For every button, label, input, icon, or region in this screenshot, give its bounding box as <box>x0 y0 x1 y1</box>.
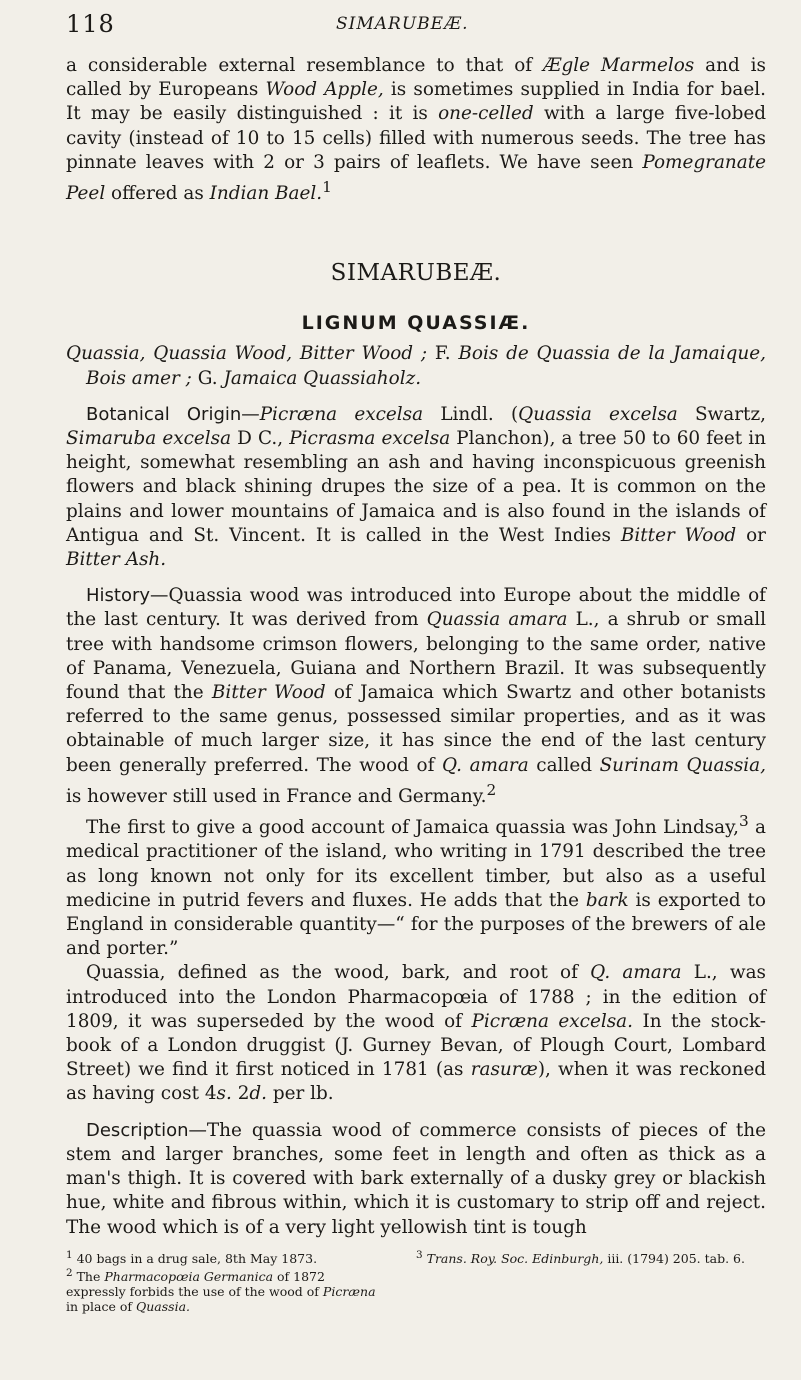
footnote-3 <box>416 1248 746 1266</box>
text: Planchon), a tree 50 to 60 feet in height, somewhat resembling an ash and having inconspicuous greenish flowers and black shining drupes the size of a pea. It is common on the plains and lower mountains of Jamaica and is also found in the islands of Antigua and St. Vincent. It is called in the West Indies <box>66 427 766 546</box>
paragraph-heading: Description <box>86 1119 189 1141</box>
footnote-2 <box>66 1266 386 1314</box>
paragraph-heading: History <box>86 585 151 607</box>
text: ), when it was reckoned as having cost 4 <box>66 1059 766 1105</box>
text: G. <box>197 367 218 389</box>
text: —The quassia wood of commerce consists of pieces of the stem and larger branches, some feet in length and often as thick as a man's thigh. It is covered with bark externally of a dusky grey or blackish hue, white and fibrous within, which it is customary to strip off and reject. The wood which is of a very light yellowish tint is tough <box>66 1119 766 1238</box>
italic-text: Indian Bael. <box>209 183 323 205</box>
text: L., a shrub or small tree with handsome crimson flowers, belonging to the same order, native of Panama, Venezuela, Guiana and Northern Brazil. It was subsequently found that the <box>66 609 766 703</box>
text: Lindl. ( <box>423 403 519 425</box>
running-head <box>66 6 766 54</box>
text: F. <box>434 343 451 365</box>
footnotes <box>66 1248 766 1314</box>
italic-text: Q. amara <box>441 754 529 776</box>
italic-text: Pomegranate Peel <box>66 151 766 205</box>
text: —Quassia wood was introduced into Europe about the middle of the last century. It was derived from <box>66 585 766 631</box>
paragraph-description <box>66 1119 766 1240</box>
italic-text: Picræna <box>322 1284 376 1300</box>
paragraph-bael <box>66 54 766 206</box>
paragraph-heading: Botanical Origin <box>86 403 242 425</box>
footnote-mark: 1 <box>66 1248 73 1261</box>
text: 40 bags in a drug sale, 8th May 1873. <box>72 1250 318 1266</box>
italic-text: Quassia excelsa <box>518 403 678 425</box>
text: of 1872 expressly forbids the use of the wood of <box>66 1269 325 1300</box>
text: is sometimes supplied in India for bael. It may be easily distinguished : it is <box>66 79 767 125</box>
text: with a large five-lobed cavity (instead of 10 to 15 cells) filled with numerous seeds. The tree has pinnate leaves with 2 or 3 pairs of leaflets. We have seen <box>66 103 766 173</box>
italic-text: Ægle Marmelos <box>543 55 695 76</box>
paragraph-botanical-origin <box>66 403 766 572</box>
italic-text: Bitter Ash. <box>66 548 167 570</box>
subsection-title: LIGNUM QUASSIÆ. <box>301 312 531 335</box>
footnotes-right-column <box>416 1248 746 1314</box>
text: a medical practitioner of the island, who writing in 1791 described the tree as long known not only for its excellent timber, but also as a useful medicine in putrid fevers and fluxes. He adds that the <box>66 817 767 911</box>
text: called <box>528 754 600 776</box>
italic-text: Surinam Quassia, <box>599 754 766 776</box>
italic-text: Wood Apple, <box>265 79 384 101</box>
text: iii. (1794) 205. tab. 6. <box>603 1250 745 1266</box>
italic-text: Pharmacopœia Germanica <box>104 1269 274 1285</box>
italic-text: s. <box>216 1083 232 1105</box>
italic-text: Picræna excelsa. <box>471 1010 633 1032</box>
italic-text: Bitter Wood <box>211 681 326 703</box>
footnote-1 <box>66 1248 386 1266</box>
section-title: SIMARUBEÆ. <box>330 260 502 287</box>
text: The <box>72 1269 105 1285</box>
italic-text: Trans. Roy. Soc. Edinburgh, <box>426 1250 604 1266</box>
footnote-mark: 3 <box>416 1248 423 1261</box>
text: D C., <box>231 427 290 449</box>
text: Swartz, <box>677 403 766 425</box>
text: Quassia, Quassia Wood, Bitter Wood ; <box>66 343 435 365</box>
italic-text: one-celled <box>438 103 534 125</box>
italic-text: bark <box>585 889 629 911</box>
italic-text: Picrasma excelsa <box>289 427 451 449</box>
footnote-mark: 2 <box>66 1266 73 1279</box>
text: or <box>736 524 766 546</box>
text: In the stock-book of a London druggist (J. Gurney Bevan, of Plough Court, Lombard Street) we find it first noticed in 1781 (as <box>66 1010 766 1081</box>
italic-text: Quassia. <box>135 1299 190 1315</box>
italic-text: Q. amara <box>590 962 682 984</box>
footnote-ref: 3 <box>738 812 749 831</box>
text: — <box>241 403 260 425</box>
text: The first to give a good account of Jamaica quassia was John Lindsay, <box>86 817 739 839</box>
text: and is called by Europeans <box>66 55 766 101</box>
italic-text: Bitter Wood <box>620 524 737 546</box>
italic-text: Quassia amara <box>426 609 568 631</box>
synonyms <box>66 342 766 390</box>
text: per lb. <box>267 1083 334 1105</box>
text: in place of <box>66 1299 136 1315</box>
text: 2 <box>231 1083 250 1105</box>
italic-text: rasuræ <box>470 1059 538 1081</box>
paragraph-history <box>66 584 766 809</box>
text: is exported to England in considerable quantity—“ for the purposes of the brewers of ale and porter.” <box>66 889 766 960</box>
footnotes-left-column <box>66 1248 386 1314</box>
paragraph-pharmacopoeia <box>66 961 766 1106</box>
running-title: SIMARUBEÆ. <box>336 14 469 34</box>
text: of Jamaica which Swartz and other botanists referred to the same genus, possessed similar properties, and as it was obtainable of much larger size, it has since the end of the last century been generally preferred. The wood of <box>66 681 766 776</box>
text: is however still used in France and Germany. <box>66 785 487 807</box>
italic-text: d. <box>249 1083 268 1105</box>
italic-text: Picræna excelsa <box>259 403 424 425</box>
text: Quassia, defined as the wood, bark, and root of <box>86 962 591 984</box>
paragraph-lindsay <box>66 809 766 961</box>
footnote-ref: 1 <box>322 178 332 197</box>
text: Jamaica Quassiaholz. <box>217 367 422 389</box>
text: offered as <box>105 183 210 205</box>
footnote-ref: 2 <box>486 780 497 799</box>
italic-text: Simaruba excelsa <box>66 427 232 449</box>
book-page <box>66 0 766 1314</box>
text: L., was introduced into the London Pharmacopœia of 1788 ; in the edition of 1809, it was superseded by the wood of <box>66 962 766 1032</box>
text: Bois de Quassia de la Jamaique, Bois amer ; <box>86 343 767 389</box>
text: a considerable external resemblance to that of <box>66 55 544 76</box>
page-number: 118 <box>66 10 115 38</box>
